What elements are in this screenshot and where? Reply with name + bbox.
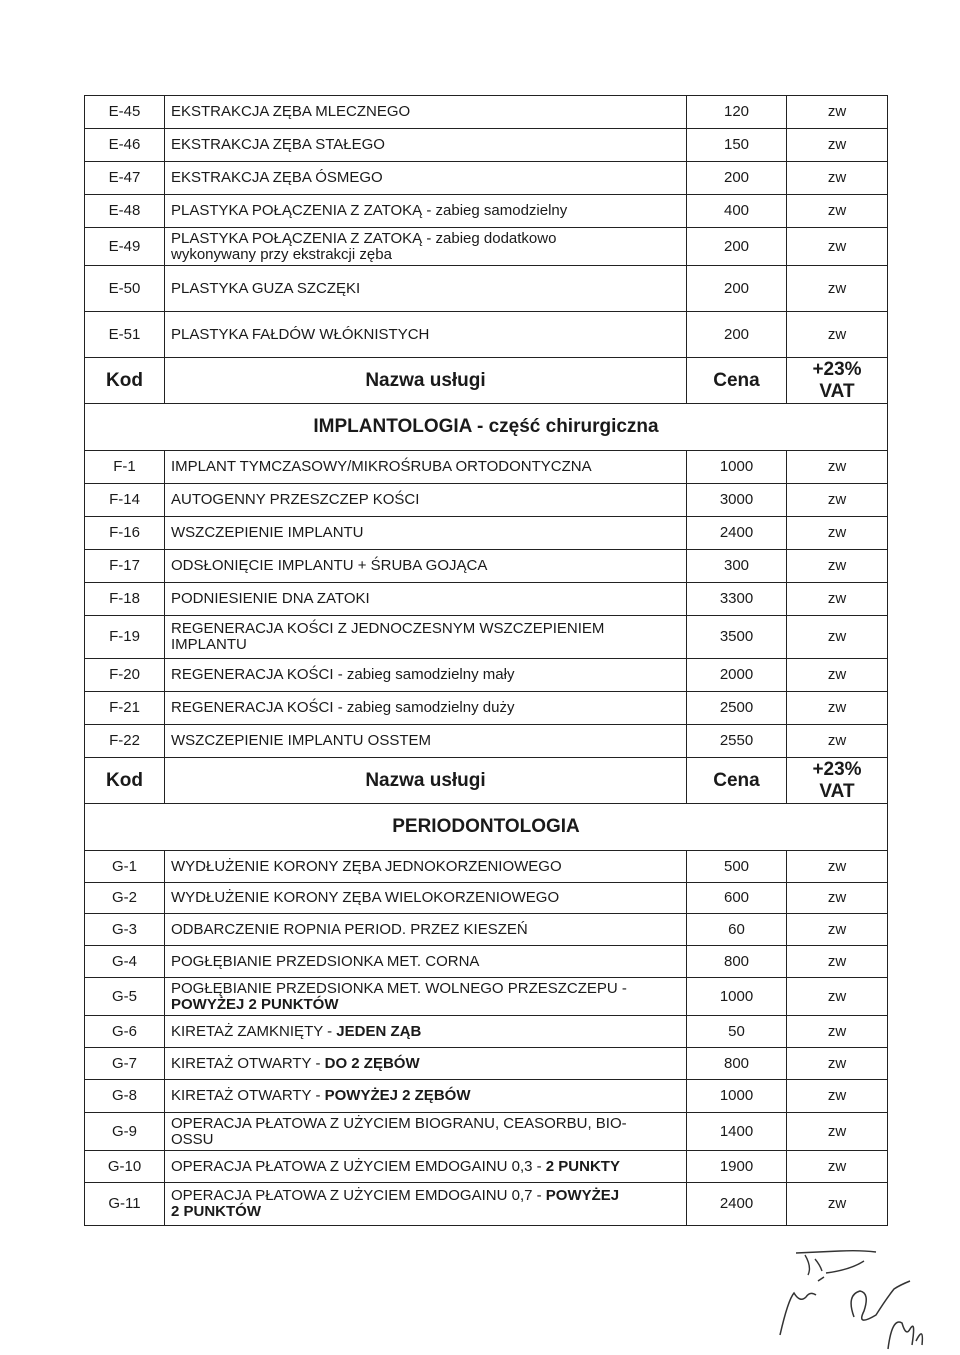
header-vat: +23% VAT [787, 758, 888, 804]
service-name-cell [165, 978, 687, 1016]
service-vat: zw [787, 451, 888, 484]
table-row [85, 616, 888, 659]
service-code: G-5 [85, 978, 165, 1016]
price-list-table [84, 95, 888, 1226]
service-price: 1000 [687, 978, 787, 1016]
service-vat: zw [787, 1048, 888, 1080]
service-vat: zw [787, 1183, 888, 1226]
table-row [85, 162, 888, 195]
service-price: 2550 [687, 725, 787, 758]
service-code: F-20 [85, 659, 165, 692]
signature-marks [760, 1245, 950, 1350]
service-code: F-21 [85, 692, 165, 725]
signature-stroke-4 [851, 1281, 910, 1320]
service-name-cell [165, 946, 687, 978]
service-price: 200 [687, 312, 787, 358]
signature-stroke-5 [888, 1322, 922, 1349]
service-price: 2400 [687, 517, 787, 550]
service-name-cell [165, 1080, 687, 1113]
header-name: Nazwa usługi [165, 358, 687, 404]
service-name: POGŁĘBIANIE PRZEDSIONKA MET. WOLNEGO PRZESZCZEPU - [171, 979, 627, 997]
service-name: EKSTRAKCJA ZĘBA ÓSMEGO [171, 169, 383, 186]
service-name: PODNIESIENIE DNA ZATOKI [171, 590, 370, 607]
table-row [85, 725, 888, 758]
service-name: REGENERACJA KOŚCI Z JEDNOCZESNYM WSZCZEPIENIEM [171, 620, 605, 637]
service-price: 3500 [687, 616, 787, 659]
service-vat: zw [787, 725, 888, 758]
service-vat: zw [787, 266, 888, 312]
service-code: E-46 [85, 129, 165, 162]
service-name: PLASTYKA FAŁDÓW WŁÓKNISTYCH [171, 325, 430, 343]
service-name: REGENERACJA KOŚCI - zabieg samodzielny mały [171, 666, 515, 683]
service-vat: zw [787, 946, 888, 978]
service-name: WYDŁUŻENIE KORONY ZĘBA JEDNOKORZENIOWEGO [171, 857, 562, 875]
service-vat: zw [787, 978, 888, 1016]
service-price: 50 [687, 1016, 787, 1048]
service-code: F-22 [85, 725, 165, 758]
service-code: F-19 [85, 616, 165, 659]
table-row [85, 484, 888, 517]
service-name-emphasis: DO 2 ZĘBÓW [324, 1054, 420, 1072]
service-code: E-49 [85, 228, 165, 266]
service-price: 400 [687, 195, 787, 228]
service-name-line2: wykonywany przy ekstrakcji zęba [171, 245, 392, 263]
table-row [85, 946, 888, 978]
header-name: Nazwa usługi [165, 758, 687, 804]
service-price: 600 [687, 883, 787, 914]
column-header-row [85, 758, 888, 804]
service-price: 1900 [687, 1151, 787, 1183]
service-name: OPERACJA PŁATOWA Z UŻYCIEM BIOGRANU, CEASORBU, BIO- [171, 1114, 627, 1132]
service-code: G-4 [85, 946, 165, 978]
table-row [85, 914, 888, 946]
service-name-line2-emphasis: POWYŻEJ 2 PUNKTÓW [171, 995, 339, 1013]
service-vat: zw [787, 1016, 888, 1048]
service-price: 800 [687, 946, 787, 978]
service-price: 1000 [687, 1080, 787, 1113]
service-name: REGENERACJA KOŚCI - zabieg samodzielny duży [171, 699, 515, 716]
section-row [85, 404, 888, 451]
service-name-emphasis: 2 PUNKTY [545, 1157, 620, 1175]
service-name-cell [165, 451, 687, 484]
service-name-cell [165, 914, 687, 946]
service-name: EKSTRAKCJA ZĘBA MLECZNEGO [171, 103, 411, 120]
service-code: F-1 [85, 451, 165, 484]
service-name-cell [165, 659, 687, 692]
section-row [85, 804, 888, 851]
service-price: 60 [687, 914, 787, 946]
service-vat: zw [787, 616, 888, 659]
service-vat: zw [787, 1080, 888, 1113]
service-name-cell [165, 96, 687, 129]
table-row [85, 451, 888, 484]
service-name: POGŁĘBIANIE PRZEDSIONKA MET. CORNA [171, 952, 480, 970]
service-vat: zw [787, 312, 888, 358]
service-name-line2: IMPLANTU [171, 636, 247, 653]
service-price: 3000 [687, 484, 787, 517]
service-name: AUTOGENNY PRZESZCZEP KOŚCI [171, 491, 420, 508]
service-code: G-2 [85, 883, 165, 914]
service-name-cell [165, 883, 687, 914]
signature-stroke-3 [780, 1277, 824, 1335]
service-vat: zw [787, 1113, 888, 1151]
service-vat: zw [787, 1151, 888, 1183]
service-vat: zw [787, 129, 888, 162]
service-name-cell [165, 1151, 687, 1183]
service-name: OPERACJA PŁATOWA Z UŻYCIEM EMDOGAINU 0,3 - [171, 1157, 546, 1175]
service-name-cell [165, 484, 687, 517]
service-name-cell [165, 1016, 687, 1048]
service-name: IMPLANT TYMCZASOWY/MIKROŚRUBA ORTODONTYCZNA [171, 458, 592, 475]
signatures [760, 1245, 950, 1350]
service-price: 150 [687, 129, 787, 162]
table-row [85, 659, 888, 692]
service-price: 2000 [687, 659, 787, 692]
table-row [85, 851, 888, 883]
service-name: WSZCZEPIENIE IMPLANTU [171, 524, 364, 541]
service-name: OPERACJA PŁATOWA Z UŻYCIEM EMDOGAINU 0,7 - [171, 1187, 546, 1204]
table-row [85, 550, 888, 583]
service-vat: zw [787, 517, 888, 550]
service-vat: zw [787, 914, 888, 946]
section-title: IMPLANTOLOGIA - część chirurgiczna [85, 404, 888, 451]
table-row [85, 195, 888, 228]
table-row [85, 1183, 888, 1226]
service-name-cell [165, 266, 687, 312]
service-price: 2400 [687, 1183, 787, 1226]
service-price: 500 [687, 851, 787, 883]
service-name-line2-emphasis: 2 PUNKTÓW [171, 1203, 261, 1220]
service-name: KIRETAŻ OTWARTY - [171, 1054, 325, 1072]
table-row [85, 228, 888, 266]
header-vat: +23% VAT [787, 358, 888, 404]
service-vat: zw [787, 583, 888, 616]
table-row [85, 96, 888, 129]
service-name-emphasis: POWYŻEJ [545, 1187, 620, 1204]
service-name: KIRETAŻ OTWARTY - [171, 1087, 325, 1104]
service-name-line2: OSSU [171, 1130, 214, 1148]
service-price: 1000 [687, 451, 787, 484]
service-name-cell [165, 129, 687, 162]
service-name: PLASTYKA POŁĄCZENIA Z ZATOKĄ - zabieg dodatkowo [171, 229, 557, 247]
service-name-cell [165, 616, 687, 659]
service-vat: zw [787, 692, 888, 725]
table-row [85, 129, 888, 162]
service-code: F-14 [85, 484, 165, 517]
service-code: E-45 [85, 96, 165, 129]
table-row [85, 583, 888, 616]
table-row [85, 883, 888, 914]
service-price: 1400 [687, 1113, 787, 1151]
service-name-cell [165, 228, 687, 266]
header-price: Cena [687, 758, 787, 804]
table-row [85, 1016, 888, 1048]
service-vat: zw [787, 883, 888, 914]
service-price: 3300 [687, 583, 787, 616]
section-title: PERIODONTOLOGIA [85, 804, 888, 851]
service-vat: zw [787, 659, 888, 692]
service-code: E-48 [85, 195, 165, 228]
service-vat: zw [787, 484, 888, 517]
service-vat: zw [787, 550, 888, 583]
service-vat: zw [787, 195, 888, 228]
table-row [85, 1048, 888, 1080]
service-code: G-6 [85, 1016, 165, 1048]
service-code: G-10 [85, 1151, 165, 1183]
service-name: PLASTYKA GUZA SZCZĘKI [171, 279, 361, 297]
service-price: 2500 [687, 692, 787, 725]
service-name: PLASTYKA POŁĄCZENIA Z ZATOKĄ - zabieg samodzielny [171, 202, 568, 219]
table-row [85, 517, 888, 550]
service-name: KIRETAŻ ZAMKNIĘTY - [171, 1022, 337, 1040]
service-vat: zw [787, 851, 888, 883]
service-name: ODBARCZENIE ROPNIA PERIOD. PRZEZ KIESZEŃ [171, 920, 528, 938]
table-row [85, 978, 888, 1016]
service-price: 200 [687, 266, 787, 312]
service-name-cell [165, 195, 687, 228]
service-name-cell [165, 851, 687, 883]
service-code: G-3 [85, 914, 165, 946]
service-code: E-47 [85, 162, 165, 195]
service-code: G-8 [85, 1080, 165, 1113]
header-price: Cena [687, 358, 787, 404]
service-price: 200 [687, 162, 787, 195]
service-name-cell [165, 583, 687, 616]
service-name-cell [165, 692, 687, 725]
service-vat: zw [787, 162, 888, 195]
service-vat: zw [787, 228, 888, 266]
service-name-cell [165, 725, 687, 758]
service-code: F-18 [85, 583, 165, 616]
service-price: 200 [687, 228, 787, 266]
table-row [85, 692, 888, 725]
service-name-cell [165, 1183, 687, 1226]
service-code: F-17 [85, 550, 165, 583]
column-header-row [85, 358, 888, 404]
service-name: WSZCZEPIENIE IMPLANTU OSSTEM [171, 732, 432, 749]
header-code: Kod [85, 358, 165, 404]
price-list-body [85, 96, 888, 1226]
service-code: F-16 [85, 517, 165, 550]
service-name-cell [165, 312, 687, 358]
service-code: G-9 [85, 1113, 165, 1151]
service-name-emphasis: POWYŻEJ 2 ZĘBÓW [324, 1087, 471, 1104]
service-price: 800 [687, 1048, 787, 1080]
service-name-cell [165, 1048, 687, 1080]
service-name: ODSŁONIĘCIE IMPLANTU + ŚRUBA GOJĄCA [171, 557, 488, 574]
service-code: G-1 [85, 851, 165, 883]
service-name-cell [165, 517, 687, 550]
service-vat: zw [787, 96, 888, 129]
service-code: G-7 [85, 1048, 165, 1080]
service-code: G-11 [85, 1183, 165, 1226]
table-row [85, 1151, 888, 1183]
table-row [85, 1080, 888, 1113]
header-code: Kod [85, 758, 165, 804]
service-price: 120 [687, 96, 787, 129]
table-row [85, 1113, 888, 1151]
signature-stroke-1 [796, 1251, 876, 1253]
table-row [85, 312, 888, 358]
table-row [85, 266, 888, 312]
service-name-cell [165, 550, 687, 583]
service-code: E-50 [85, 266, 165, 312]
service-name: WYDŁUŻENIE KORONY ZĘBA WIELOKORZENIOWEGO [171, 889, 560, 906]
service-name-cell [165, 1113, 687, 1151]
service-name-cell [165, 162, 687, 195]
service-name-emphasis: JEDEN ZĄB [336, 1022, 422, 1040]
signature-stroke-2 [805, 1255, 864, 1275]
service-price: 300 [687, 550, 787, 583]
service-name: EKSTRAKCJA ZĘBA STAŁEGO [171, 136, 385, 153]
service-code: E-51 [85, 312, 165, 358]
